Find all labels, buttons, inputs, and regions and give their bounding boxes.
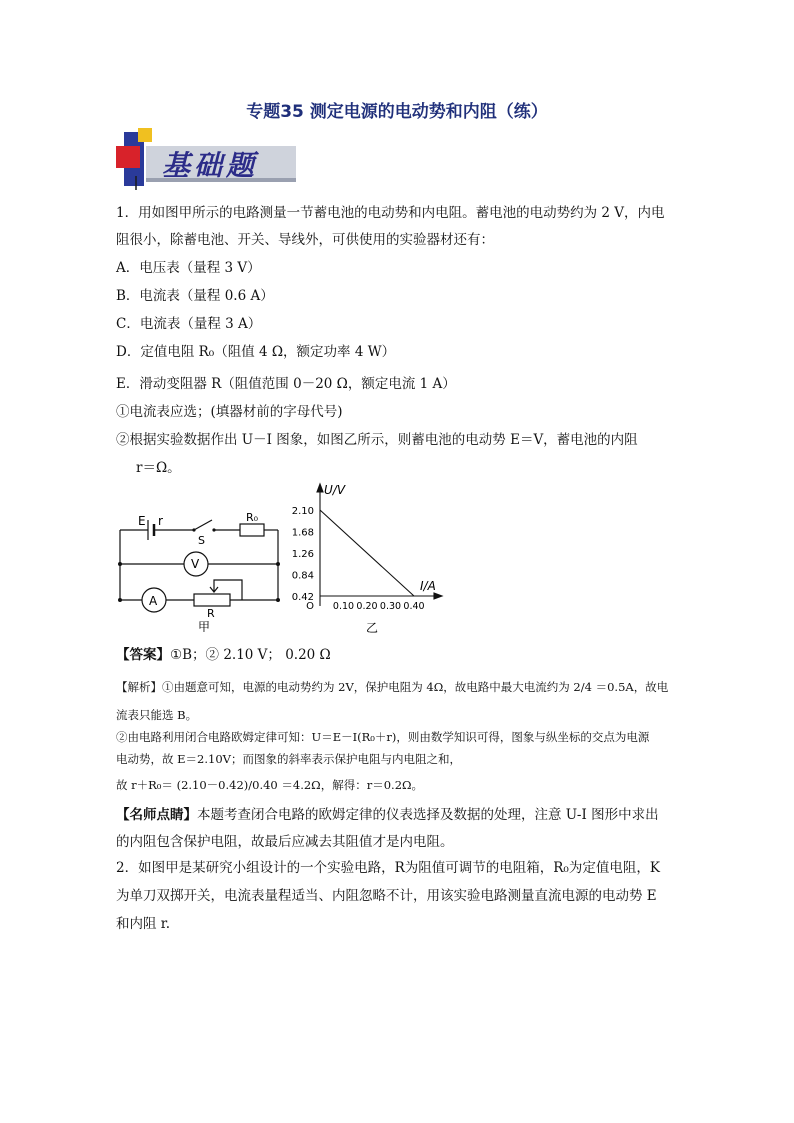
ui-graph — [288, 478, 448, 638]
q1-sub2-line1: ②根据实验数据作出 U－I 图象，如图乙所示，则蓄电池的电动势 E＝V，蓄电池的内阻 — [116, 432, 638, 448]
ammeter-label: A — [149, 594, 158, 608]
y-tick-label: 2.10 — [291, 506, 314, 517]
q1-option-d: D．定值电阻 R₀（阻值 4 Ω，额定功率 4 W） — [116, 344, 396, 360]
switch-label: S — [198, 534, 205, 547]
analysis-line2: 流表只能选 B。 — [116, 708, 198, 722]
graph-caption: 乙 — [366, 621, 379, 635]
answer-label: 【答案】 — [116, 647, 170, 663]
analysis-line5: 故 r＋R₀＝ (2.10－0.42)/0.40 ＝4.2Ω，解得：r＝0.2Ω。 — [116, 778, 424, 792]
r0-label: R₀ — [246, 511, 259, 524]
tip-line2: 的内阻包含保护电阻，故最后应减去其阻值才是内电阻。 — [116, 834, 454, 850]
tip-text1: 本题考查闭合电路的欧姆定律的仪表选择及数据的处理，注意 U-I 图形中求出 — [197, 807, 659, 823]
rheostat-label: R — [207, 607, 215, 620]
y-tick-label: 0.42 — [291, 592, 314, 603]
q2-line2: 为单刀双掷开关，电流表量程适当、内阻忽略不计，用该实验电路测量直流电源的电动势 E — [116, 888, 657, 904]
x-axis-label: I/A — [420, 579, 436, 593]
internal-r-label: r — [158, 514, 163, 528]
circuit-caption: 甲 — [198, 620, 211, 632]
y-tick-label: 1.68 — [291, 527, 314, 539]
tip-label: 【名师点睛】 — [116, 807, 197, 823]
x-tick-label: 0.40 — [403, 601, 425, 612]
origin-label: O — [306, 601, 314, 612]
x-tick-label: 0.30 — [379, 601, 402, 612]
x-axis-arrow — [434, 593, 442, 599]
q1-option-a: A．电压表（量程 3 V） — [116, 260, 261, 276]
y-tick-label: 1.26 — [291, 549, 314, 560]
battery-label: E — [138, 514, 146, 528]
x-tick-label: 0.10 — [332, 601, 355, 612]
analysis-line3: ②由电路利用闭合电路欧姆定律可知：U＝E－I(R₀＋r)，则由数学知识可得，图象与纵坐标的交点为电源 — [116, 730, 650, 744]
q1-option-c: C．电流表（量程 3 A） — [116, 316, 262, 332]
y-axis-arrow — [317, 484, 323, 492]
answer-line — [116, 645, 331, 665]
data-line — [320, 510, 414, 596]
answer-text: ①B；② 2.10 V； 0.20 Ω — [170, 647, 331, 663]
tip-line1 — [116, 805, 659, 825]
voltmeter-label: V — [191, 557, 200, 571]
circuit-diagram — [110, 500, 290, 632]
q1-sub2-line2: r＝Ω。 — [136, 460, 181, 476]
analysis-line4: 电动势，故 E＝2.10V；而图象的斜率表示保护电阻与内电阻之和， — [116, 752, 461, 766]
q2-line1: 2．如图甲是某研究小组设计的一个实验电路，R为阻值可调节的电阻箱，R₀为定值电阻，K — [116, 860, 660, 876]
q1-stem-line1: 1．用如图甲所示的电路测量一节蓄电池的电动势和内电阻。蓄电池的电动势约为 2 V，内电 — [116, 205, 665, 221]
analysis-line1: 【解析】①由题意可知，电源的电动势约为 2V，保护电阻为 4Ω，故电路中最大电流约为 2/4 ＝0.5A，故电 — [116, 680, 669, 694]
q1-option-b: B．电流表（量程 0.6 A） — [116, 288, 274, 304]
q2-line3: 和内阻 r. — [116, 916, 171, 932]
y-tick-label: 0.84 — [291, 570, 314, 582]
x-tick-label: 0.20 — [356, 601, 378, 612]
q1-option-e: E．滑动变阻器 R（阻值范围 0－20 Ω，额定电流 1 A） — [116, 376, 456, 392]
q1-sub1: ①电流表应选；(填器材前的字母代号) — [116, 404, 343, 420]
q1-stem-line2: 阻很小，除蓄电池、开关、导线外，可供使用的实验器材还有： — [116, 232, 494, 248]
page-title: 专题35 测定电源的电动势和内阻（练） — [246, 102, 548, 122]
y-axis-label: U/V — [324, 483, 346, 497]
banner-label: 基础题 — [162, 149, 259, 182]
